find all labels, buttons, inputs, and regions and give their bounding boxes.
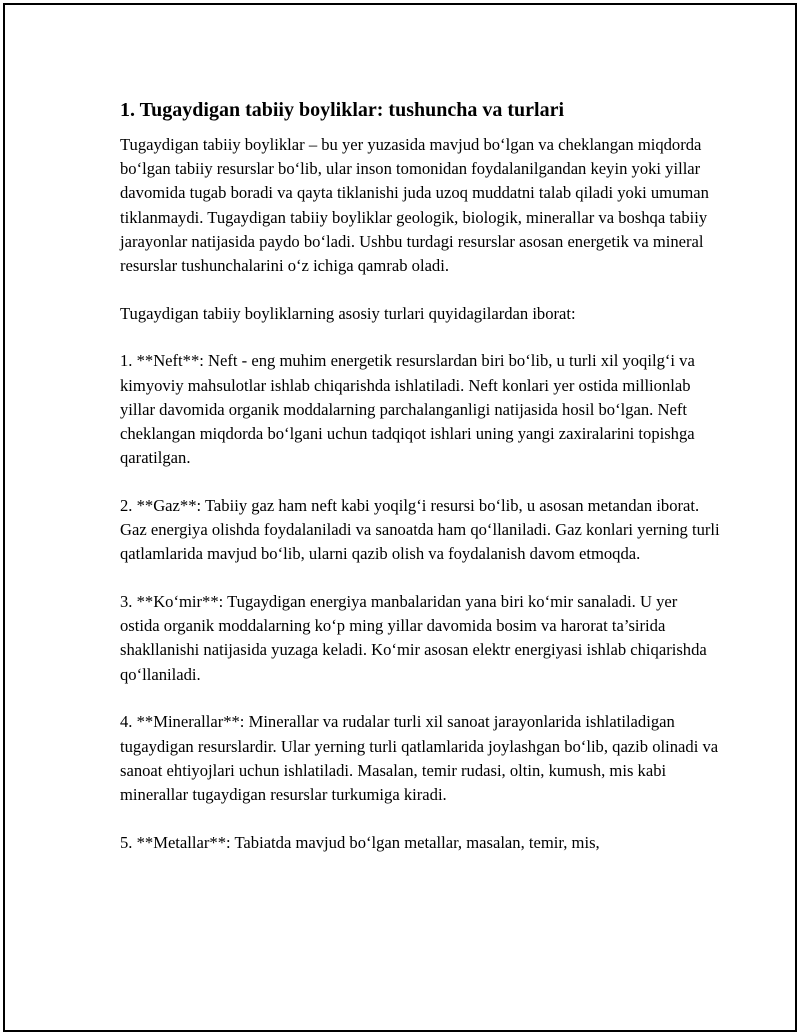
list-item-neft: 1. **Neft**: Neft - eng muhim energetik resurslardan biri bo‘lib, u turli xil yoqilg‘i va kimyoviy mahsulotlar ishlab chiqarishda ishlatiladi. Neft konlari yer ostida millionlab yillar davomida organik moddalarning parchalanganligi natijasida hosil bo‘lgan. Neft cheklangan miqdorda bo‘lgani uchun tadqiqot ishlari uning yangi zaxiralarini topishga qaratilgan. bbox=[120, 351, 695, 468]
section-title: 1. Tugaydigan tabiiy boyliklar: tushuncha va turlari bbox=[120, 99, 565, 121]
list-item-metallar: 5. **Metallar**: Tabiatda mavjud bo‘lgan metallar, masalan, temir, mis, bbox=[120, 832, 600, 852]
document-body bbox=[120, 97, 720, 855]
paragraph-types-lead: Tugaydigan tabiiy boyliklarning asosiy turlari quyidagilardan iborat: bbox=[120, 303, 576, 323]
paragraph-intro: Tugaydigan tabiiy boyliklar – bu yer yuzasida mavjud bo‘lgan va cheklangan miqdorda bo‘lgan tabiiy resurslar bo‘lib, ular inson tomonidan foydalanilgandan keyin yoki yillar davomida tugab boradi va qayta tiklanishi juda uzoq muddatni talab qiladi yoki umuman tiklanmaydi. Tugaydigan tabiiy boyliklar geologik, biologik, minerallar va boshqa tabiiy jarayonlar natijasida paydo bo‘ladi. Ushbu turdagi resurslar asosan energetik va mineral resurslar tushunchalarini o‘z ichiga qamrab oladi. bbox=[120, 135, 709, 276]
list-item-gaz: 2. **Gaz**: Tabiiy gaz ham neft kabi yoqilg‘i resursi bo‘lib, u asosan metandan iborat. Gaz energiya olishda foydalaniladi va sanoatda ham qo‘llaniladi. Gaz konlari yerning turli qatlamlarida mavjud bo‘lib, ularni qazib olish va foydalanish davom etmoqda. bbox=[120, 495, 720, 564]
list-item-minerallar: 4. **Minerallar**: Minerallar va rudalar turli xil sanoat jarayonlarida ishlatiladigan tugaydigan resurslardir. Ular yerning turli qatlamlarida joylashgan bo‘lib, qazib olinadi va sanoat ehtiyojlari uchun ishlatiladi. Masalan, temir rudasi, oltin, kumush, mis kabi minerallar tugaydigan resurslar turkumiga kiradi. bbox=[120, 712, 719, 804]
list-item-komir: 3. **Ko‘mir**: Tugaydigan energiya manbalaridan yana biri ko‘mir sanaladi. U yer ostida organik moddalarning ko‘p ming yillar davomida bosim va harorat ta’sirida shakllanishi natijasida yuzaga keladi. Ko‘mir asosan elektr energiyasi ishlab chiqarishda qo‘llaniladi. bbox=[120, 592, 707, 684]
page-frame bbox=[3, 3, 797, 1032]
